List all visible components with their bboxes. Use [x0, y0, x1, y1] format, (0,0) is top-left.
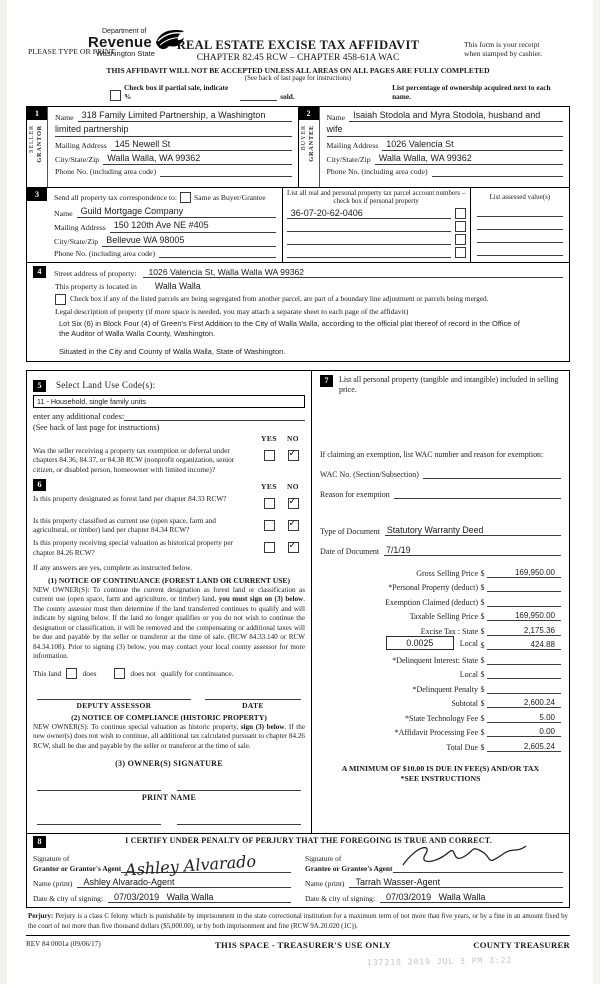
- exemption-question-row: [33, 446, 305, 475]
- historic-yes-checkbox[interactable]: [264, 542, 275, 553]
- assessed-value-field-4[interactable]: [477, 255, 563, 256]
- parcel-field-3[interactable]: [287, 244, 451, 245]
- owner-print-field-1[interactable]: [37, 814, 161, 825]
- exemption-note: If claiming an exemption, list WAC number and reason for exemption:: [320, 450, 544, 460]
- perjury-statement: Perjury: Perjury is a class C felony which is punishable by imprisonment in the state correctional institution for a maximum term of not more than five years, or by a fine in an amount fixed by the court of not more than five thousand dollars ($5,000.00), or by both imprisonment and fine (RCW 9A.20.020 (1C)).: [26, 908, 570, 936]
- see-back-note-2: (See back of last page for instructions): [33, 422, 160, 432]
- ownership-note: List percentage of ownership acquired next to each name.: [392, 83, 551, 101]
- buyer-vertical-label: BUYER: [299, 125, 307, 151]
- taxable-selling-price-field[interactable]: 169,950.00: [487, 611, 561, 621]
- money-row-processing-fee: *Affidavit Processing Fee $ 0.00: [320, 723, 561, 738]
- deputy-date-field[interactable]: [205, 689, 301, 700]
- buyer-phone-field[interactable]: [432, 176, 563, 177]
- land-use-column: [27, 371, 312, 833]
- receipt-note: This form is your receipt when stamped by cashier.: [464, 40, 543, 59]
- section-4-badge: 4: [33, 266, 46, 278]
- current-use-yes-checkbox[interactable]: [264, 520, 275, 531]
- grantee-date-city-field[interactable]: 07/03/2019 Walla Walla: [380, 892, 563, 903]
- type-of-document-field[interactable]: Statutory Warranty Deed: [385, 525, 561, 536]
- seller-name-field-2[interactable]: limited partnership: [55, 124, 292, 136]
- deputy-date-label: DATE: [242, 700, 264, 710]
- forest-land-question-row: [33, 494, 305, 513]
- money-row-taxable: Taxable Selling Price $ 169,950.00: [320, 607, 561, 622]
- seller-name-field[interactable]: 318 Family Limited Partnership, a Washington: [78, 110, 292, 122]
- assessed-values-column: [471, 188, 569, 262]
- section-5-badge: 5: [33, 380, 46, 392]
- money-row-subtotal: Subtotal $ 2,600.24: [320, 694, 561, 709]
- affidavit-processing-fee-field[interactable]: 0.00: [487, 727, 561, 737]
- historic-question: Is this property receiving special valuation as historical property per chapter 84.26 RCW?: [33, 538, 234, 557]
- owners-signature-title: (3) OWNER(S) SIGNATURE: [115, 759, 223, 769]
- money-row-delinquent-local: Local $: [320, 665, 561, 680]
- additional-codes-field[interactable]: [124, 420, 305, 421]
- grantee-signature-field[interactable]: [393, 850, 563, 873]
- delinquent-interest-local-field[interactable]: [487, 678, 561, 679]
- treasurer-date-stamp: 137218 2019 JUL 3 PM 3:22: [366, 955, 513, 968]
- notice-continuance-title: (1) NOTICE OF CONTINUANCE (FOREST LAND OR CURRENT USE): [47, 575, 291, 585]
- forest-yes-checkbox[interactable]: [264, 498, 275, 509]
- money-row-total: Total Due $ 2,605.24: [320, 737, 561, 752]
- legal-description-label: Legal description of property (if more space is needed, you may attach a separate sheet to each page of the affidavit): [55, 307, 409, 317]
- grantor-date-city-field[interactable]: 07/03/2019 Walla Walla: [108, 892, 291, 903]
- street-address-field[interactable]: 1026 Valencia St, Walla Walla WA 99362: [143, 267, 564, 278]
- type-of-document-label: Type of Document: [320, 527, 380, 537]
- reason-exemption-label: Reason for exemption: [320, 490, 390, 500]
- land-does-not-checkbox[interactable]: [114, 668, 125, 679]
- form-footer: [26, 936, 570, 950]
- partial-sale-row: [110, 83, 570, 101]
- grantor-print-name-field[interactable]: Ashley Alvarado-Agent: [77, 877, 291, 888]
- partial-sale-checkbox[interactable]: [110, 90, 121, 101]
- same-as-buyer-label: Same as Buyer/Grantee: [193, 193, 266, 202]
- county-treasurer-label: COUNTY TREASURER: [473, 939, 570, 950]
- upper-section-box: [26, 106, 570, 362]
- legal-description-text: Lot Six (6) in Block Four (4) of Green's First Addition to the City of Walla Walla, according to the official plat thereof of record in the Office of the Auditor of Walla Walla County, Washington.: [59, 319, 520, 339]
- money-row-personal: *Personal Property (deduct) $: [320, 578, 561, 593]
- delinquent-penalty-field[interactable]: [487, 693, 561, 694]
- partial-sale-percent-field[interactable]: [240, 100, 278, 101]
- state-technology-fee-field[interactable]: 5.00: [487, 713, 561, 723]
- situated-text: Situated in the City and County of Walla Walla, State of Washington.: [59, 346, 286, 356]
- parcel-field-1[interactable]: 36-07-20-62-0406: [287, 208, 451, 219]
- grantee-print-name-field[interactable]: Tarrah Wasser-Agent: [349, 877, 563, 888]
- section-3-badge: 3: [27, 188, 47, 201]
- grantor-signature-block: Signature of Grantor or Grantor's Agent Ashley Alvarado Name (print) Ashley Alvarado-Agent Date & city of signing: 07/03/2019 Walla Walla: [33, 850, 291, 903]
- grantee-signature-block: Signature of Grantee or Grantee's Agent Name (print) Tarrah Wasser-Agent Date & city of signing: 07/03/2019 Walla Walla: [305, 850, 563, 903]
- money-row-tech-fee: *State Technology Fee $ 5.00: [320, 708, 561, 723]
- buyer-name-field-2[interactable]: wife: [327, 124, 564, 136]
- date-of-document-label: Date of Document: [320, 547, 380, 557]
- sold-label: sold.: [280, 92, 295, 101]
- total-due-field[interactable]: 2,605.24: [487, 742, 561, 752]
- local-rate-field[interactable]: 0.0025: [386, 636, 454, 650]
- same-as-buyer-checkbox[interactable]: [180, 192, 191, 203]
- located-in-field[interactable]: Walla Walla: [154, 281, 201, 292]
- assessed-value-field-3[interactable]: [477, 242, 563, 243]
- check-icon: ✓: [288, 447, 297, 459]
- logo-revenue-text: Revenue: [88, 34, 152, 51]
- seller-side-strip: [27, 107, 48, 187]
- excise-tax-local-field[interactable]: 424.88: [487, 640, 561, 650]
- send-correspondence-label: Send all property tax correspondence to:: [54, 193, 177, 202]
- grantee-agent-label: Grantee or Grantee's Agent: [305, 863, 393, 873]
- personal-property-checkbox-1[interactable]: [455, 208, 466, 219]
- located-in-label: This property is located in: [55, 282, 137, 292]
- notice-compliance-text: NEW OWNER(S): To continue special valuation as historic property, sign (3) below. If the new owner(s) does not wish to continue, all additional tax calculated pursuant to chapter 84.26 RCW, shall be due and payable by the seller or transferor at the time of sale.: [33, 722, 305, 750]
- form-subtitle: CHAPTER 82.45 RCW – CHAPTER 458-61A WAC: [196, 53, 400, 63]
- notice-compliance-title: (2) NOTICE OF COMPLIANCE (HISTORIC PROPERTY): [71, 712, 267, 722]
- current-use-question-row: [33, 516, 305, 535]
- seller-mailing-field[interactable]: 145 Newell St: [111, 139, 292, 151]
- correspondence-mailing-field[interactable]: 150 120th Ave NE #405: [110, 220, 276, 232]
- grantor-vertical-label: GRANTOR: [36, 125, 43, 163]
- form-revision-number: REV 84 0001a (09/06/17): [26, 939, 101, 948]
- grantee-signature-scrawl: [399, 843, 529, 874]
- additional-codes-label: enter any additional codes:: [33, 410, 125, 421]
- buyer-name-field[interactable]: Isaiah Stodola and Myra Stodola, husband and: [349, 110, 563, 122]
- money-row-penalty: *Delinquent Penalty $: [320, 679, 561, 694]
- money-row-gross: Gross Selling Price $ 169,950.00: [320, 563, 561, 578]
- continuance-qualify-row: This land does does not qualify for continuance.: [33, 668, 234, 678]
- historic-question-row: [33, 538, 305, 557]
- yes-no-header-1: YES NO: [261, 433, 300, 443]
- yes-no-header-2: YES NO: [261, 481, 300, 491]
- segregated-label: Check box if any of the listed parcels are being segregated from another parcel, are part of a boundary line adjustment or parcels being merged.: [70, 294, 489, 304]
- section-7-badge: 7: [320, 375, 333, 387]
- subtotal-field[interactable]: 2,600.24: [487, 698, 561, 708]
- reason-exemption-field[interactable]: [394, 488, 561, 499]
- money-row-exemption: Exemption Claimed (deduct) $: [320, 592, 561, 607]
- gross-selling-price-field[interactable]: 169,950.00: [487, 568, 561, 578]
- if-yes-note: If any answers are yes, complete as instructed below.: [33, 562, 193, 572]
- assessed-value-field-1[interactable]: [477, 216, 563, 217]
- current-use-no-checkbox[interactable]: [288, 517, 299, 531]
- money-row-local: 0.0025 Local $ 424.88: [320, 636, 561, 651]
- money-row-excise-state: Excise Tax : State $ 2,175.36: [320, 621, 561, 636]
- personal-property-title: List all personal property (tangible and intangible) included in selling price.: [339, 374, 559, 395]
- form-header: [26, 0, 570, 106]
- grantor-signature-script: Ashley Alvarado: [124, 851, 257, 880]
- scan-edge-right: [593, 0, 600, 984]
- personal-property-checkbox-4[interactable]: [455, 247, 466, 258]
- assessed-value-field-2[interactable]: [477, 229, 563, 230]
- tax-correspondence-section: 3 Send all property tax correspondence to: Same as Buyer/Grantee Name Guild Mortgage Company Mailing Address 150 120th Ave NE #405 City/State/Zip Bellevue WA 98005 Phone No. (including area code): [27, 188, 283, 262]
- minimum-fee-note: A MINIMUM OF $10.00 IS DUE IN FEE(S) AND/OR TAX *SEE INSTRUCTIONS: [341, 763, 540, 784]
- parcel-header: List all real and personal property tax parcel account numbers – check box if personal property: [286, 189, 466, 206]
- parcel-numbers-column: [283, 188, 471, 262]
- treasurer-space-label: THIS SPACE - TREASURER'S USE ONLY: [214, 939, 392, 950]
- logo-dept-text: Department of: [102, 28, 147, 35]
- date-of-document-field[interactable]: 7/1/19: [384, 545, 561, 556]
- buyer-section: 2 BUYER GRANTEE Name Isaiah Stodola and Myra Stodola, husband and wife Mailing Address 1026 Valencia St City/State/Zip Walla Walla, WA 99362 Phone No. (including area code): [299, 107, 570, 187]
- current-use-question: Is this property classified as current use (open space, farm and agricultural, or timber) land per chapter 84.34 RCW?: [33, 515, 216, 535]
- deputy-assessor-row: [37, 689, 301, 710]
- delinquent-interest-state-field[interactable]: [487, 664, 561, 665]
- land-does-checkbox[interactable]: [66, 668, 77, 679]
- street-address-label: Street address of property:: [54, 269, 137, 279]
- historic-no-checkbox[interactable]: [288, 542, 299, 553]
- please-type-or-print: PLEASE TYPE OR PRINT: [28, 47, 116, 56]
- see-back-note: (See back of last page for instructions): [244, 75, 352, 82]
- certification-section: [26, 834, 570, 908]
- wac-no-field[interactable]: [423, 468, 561, 479]
- seller-section: 1 SELLER GRANTOR Name 318 Family Limited Partnership, a Washington limited partnership Mailing Address 145 Newell St City/State/Zip Walla Walla, WA 99362 Phone No. (including area code): [27, 107, 299, 187]
- scan-edge-left: [0, 0, 7, 984]
- logo-state-text: Washington State: [96, 49, 155, 58]
- owner-signature-field-2[interactable]: [177, 780, 301, 791]
- buyer-city-field[interactable]: Walla Walla, WA 99362: [375, 153, 563, 165]
- seller-phone-field[interactable]: [160, 176, 291, 177]
- grantor-agent-label: Grantor or Grantor's Agent: [33, 863, 122, 873]
- seller-vertical-label: SELLER: [28, 125, 35, 153]
- section-6-badge: 6: [33, 479, 46, 491]
- land-use-code-field[interactable]: 11 - Household, single family units: [33, 395, 305, 408]
- section-2-badge: 2: [299, 107, 319, 120]
- correspondence-city-field[interactable]: Bellevue WA 98005: [102, 235, 276, 247]
- excise-tax-state-field[interactable]: 2,175.36: [487, 626, 561, 636]
- personal-property-deduct-field[interactable]: [487, 591, 561, 592]
- exemption-no-checkbox[interactable]: [288, 447, 299, 461]
- check-icon: ✓: [288, 517, 297, 529]
- owner-signature-field-1[interactable]: [37, 780, 161, 791]
- correspondence-name-field[interactable]: Guild Mortgage Company: [77, 206, 276, 218]
- correspondence-phone-field[interactable]: [159, 257, 276, 258]
- owner-signature-lines: [37, 780, 301, 791]
- money-row-delinquent-state: *Delinquent Interest: State $: [320, 650, 561, 665]
- land-use-title: Select Land Use Code(s):: [56, 379, 156, 390]
- forest-land-question: Is this property designated as forest land per chapter 84.33 RCW?: [33, 493, 227, 503]
- parcel-field-2[interactable]: [287, 231, 451, 232]
- form-title: REAL ESTATE EXCISE TAX AFFIDAVIT: [176, 38, 420, 52]
- partial-sale-label: Check box if partial sale, indicate %: [124, 83, 229, 101]
- completion-warning: THIS AFFIDAVIT WILL NOT BE ACCEPTED UNLESS ALL AREAS ON ALL PAGES ARE FULLY COMPLETED: [106, 66, 490, 75]
- wac-no-label: WAC No. (Section/Subsection): [320, 470, 419, 480]
- exemption-yes-checkbox[interactable]: [264, 450, 275, 461]
- exemption-question: Was the seller receiving a property tax exemption or deferral under chapters 84.36, 84.37, or 84.38 RCW (nonprofit organization, senior citizen, or disabled person, homeowner with limited income)?: [33, 445, 235, 475]
- notice-continuance-text: NEW OWNER(S): To continue the current designation as forest land or classification as current use (open space, farm and agriculture, or timber) land, you must sign on (3) below. The county assessor must then determine if the land transferred continues to qualify and will indicate by signing below. If the land no longer qualifies or you do not wish to continue the designation or classification, it will be removed and the compensating or additional taxes will be due and payable by the seller or transferor at the time of sale. (RCW 84.33.140 or RCW 84.34.108). Prior to signing (3) below, you may contact your local county assessor for more information.: [33, 585, 305, 661]
- forest-no-checkbox[interactable]: [288, 495, 299, 509]
- assessed-values-header: List assessed value(s): [489, 193, 551, 201]
- personal-property-checkbox-3[interactable]: [455, 234, 466, 245]
- personal-property-checkbox-2[interactable]: [455, 221, 466, 232]
- seller-city-field[interactable]: Walla Walla, WA 99362: [103, 153, 291, 165]
- owner-print-name-lines: [37, 814, 301, 825]
- excise-tax-column: [312, 371, 569, 833]
- check-icon: ✓: [288, 495, 297, 507]
- section-1-badge: 1: [27, 107, 47, 120]
- deputy-assessor-signature-field[interactable]: [37, 689, 191, 700]
- deputy-assessor-label: DEPUTY ASSESSOR: [76, 700, 152, 710]
- section-8-badge: 8: [33, 836, 46, 848]
- check-icon: ✓: [288, 540, 297, 552]
- grantee-vertical-label: GRANTEE: [307, 125, 315, 162]
- property-address-section: [27, 263, 569, 360]
- parcel-field-4[interactable]: [287, 257, 451, 258]
- section-3-strip: [27, 188, 47, 262]
- owner-print-field-2[interactable]: [177, 814, 301, 825]
- certification-statement: I CERTIFY UNDER PENALTY OF PERJURY THAT THE FOREGOING IS TRUE AND CORRECT.: [125, 836, 492, 846]
- print-name-title: PRINT NAME: [141, 793, 197, 803]
- grantor-signature-field[interactable]: [121, 850, 291, 880]
- segregated-checkbox[interactable]: [55, 294, 66, 305]
- buyer-side-strip: [299, 107, 320, 187]
- exemption-claimed-field[interactable]: [487, 606, 561, 607]
- lower-section-box: [26, 370, 570, 834]
- buyer-mailing-field[interactable]: 1026 Valencia St: [382, 139, 563, 151]
